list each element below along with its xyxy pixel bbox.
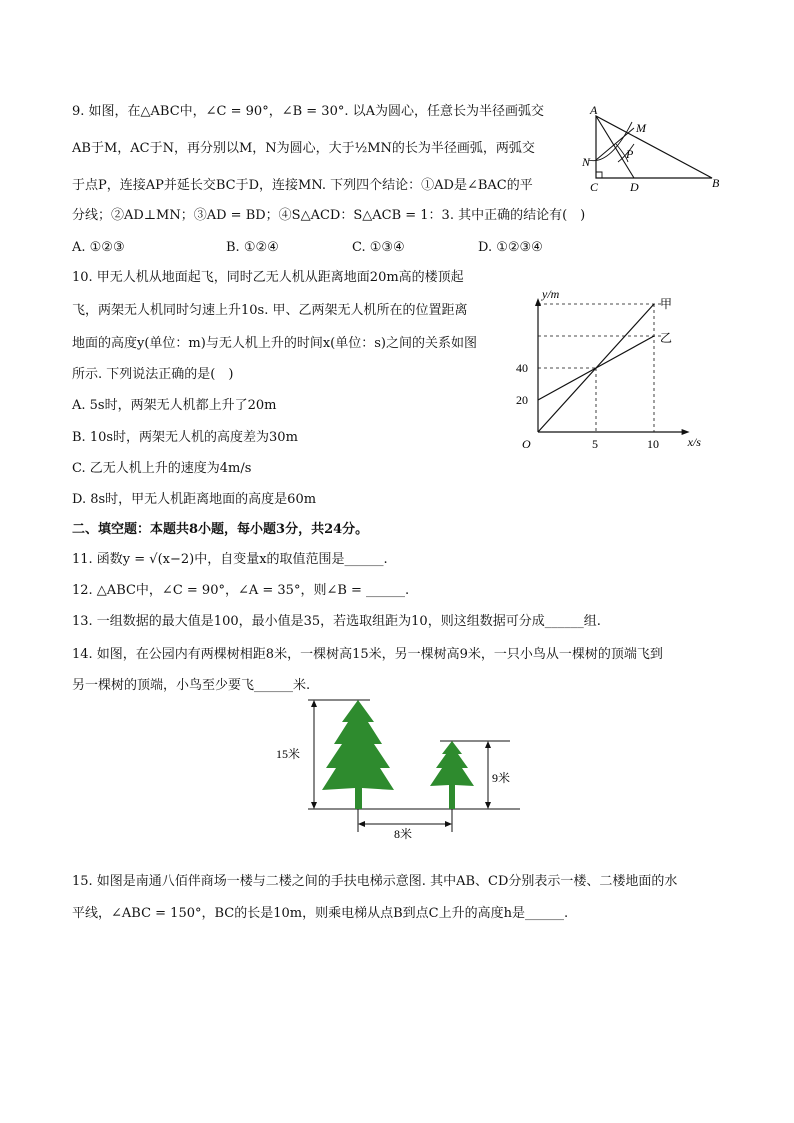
- label-b: B: [712, 176, 720, 190]
- q10-option-c: C. 乙无人机上升的速度为4m/s: [72, 461, 252, 476]
- gap-label: 8米: [394, 827, 413, 841]
- short-tree-shape: [430, 741, 474, 809]
- y-tick-label: 20: [516, 393, 528, 407]
- series-yi-label: 乙: [660, 331, 673, 345]
- q13-text: 13. 一组数据的最大值是100，最小值是35，若选取组距为10，则这组数据可分成______组.: [72, 614, 601, 629]
- q14-line1: 14. 如图，在公园内有两棵树相距8米，一棵树高15米，另一棵树高9米，一只小鸟从一棵树的顶端飞到: [72, 647, 663, 662]
- q10-line1: 10. 甲无人机从地面起飞，同时乙无人机从距离地面20m高的楼顶起: [72, 270, 464, 285]
- q9-option-c: C. ①③④: [352, 240, 405, 255]
- label-c: C: [590, 180, 599, 194]
- series-jia-label: 甲: [660, 297, 673, 311]
- label-a: A: [590, 103, 598, 117]
- q14-trees-figure: [270, 692, 530, 842]
- q9-line2: AB于M，AC于N，再分别以M，N为圆心，大于½MN的长为半径画弧，两弧交: [72, 141, 535, 156]
- q15-line2: 平线，∠ABC = 150°，BC的长是10m，则乘电梯从点B到点C上升的高度h是______.: [72, 906, 569, 921]
- short-arrow-bottom: [485, 802, 491, 809]
- q10-option-d: D. 8s时，甲无人机距离地面的高度是60m: [72, 492, 317, 507]
- gap-arrow-right: [445, 821, 452, 827]
- q9-line3: 于点P，连接AP并延长交BC于D，连接MN. 下列四个结论：①AD是∠BAC的平: [72, 178, 533, 193]
- chart-guides: [538, 304, 664, 432]
- q9-line4: 分线；②AD⊥MN；③AD = BD；④S△ACD：S△ACB = 1：3. 其中正确的结论有( ): [72, 208, 586, 223]
- y-axis-arrow: [535, 298, 541, 306]
- q10-line2: 飞，两架无人机同时匀速上升10s. 甲、乙两架无人机所在的位置距离: [72, 303, 468, 318]
- series-line-yi: [538, 336, 654, 400]
- q10-option-b: B. 10s时，两架无人机的高度差为30m: [72, 430, 298, 445]
- q10-line3: 地面的高度y(单位：m)与无人机上升的时间x(单位：s)之间的关系如图: [72, 336, 477, 351]
- tall-arrow-bottom: [311, 802, 317, 809]
- y-tick-label: 40: [516, 361, 528, 375]
- short-height-label: 9米: [492, 771, 511, 785]
- x-axis-label: x/s: [687, 435, 701, 449]
- y-axis-label: y/m: [542, 287, 560, 301]
- section-fill-in-title: 二、填空题：本题共8小题，每小题3分，共24分。: [72, 522, 369, 537]
- tall-tree-shape: [322, 700, 394, 809]
- label-d: D: [630, 180, 639, 194]
- label-n: N: [582, 155, 591, 169]
- q10-line4: 所示. 下列说法正确的是( ): [72, 367, 234, 382]
- q15-line1: 15. 如图是南通八佰伴商场一楼与二楼之间的手扶电梯示意图. 其中AB、CD分别表示一楼、二楼地面的水: [72, 874, 678, 889]
- x-tick-label: 10: [647, 437, 659, 451]
- short-arrow-top: [485, 741, 491, 748]
- q11-text: 11. 函数y = √(x−2)中，自变量x的取值范围是______.: [72, 552, 388, 567]
- q10-option-a: A. 5s时，两架无人机都上升了20m: [72, 398, 277, 413]
- short-tree: [430, 741, 474, 809]
- label-p: P: [626, 147, 634, 161]
- gap-arrow-left: [358, 821, 365, 827]
- tall-arrow-top: [311, 700, 317, 707]
- origin-label: O: [522, 437, 531, 451]
- right-angle-mark: [596, 172, 602, 178]
- q9-option-b: B. ①②④: [226, 240, 279, 255]
- q9-triangle-figure: [578, 100, 728, 195]
- q10-line-chart: [510, 268, 730, 458]
- triangle-abc: [596, 116, 712, 178]
- tall-height-label: 15米: [276, 747, 301, 761]
- tall-tree: [322, 700, 394, 809]
- q9-option-a: A. ①②③: [72, 240, 125, 255]
- x-tick-label: 5: [592, 437, 598, 451]
- q9-line1: 9. 如图，在△ABC中，∠C = 90°，∠B = 30°. 以A为圆心，任意长为半径画弧交: [72, 104, 544, 119]
- label-m: M: [636, 121, 646, 135]
- q9-option-d: D. ①②③④: [478, 240, 543, 255]
- q14-line2: 另一棵树的顶端，小鸟至少要飞______米.: [72, 678, 311, 693]
- q12-text: 12. △ABC中，∠C = 90°，∠A = 35°，则∠B = ______.: [72, 583, 410, 598]
